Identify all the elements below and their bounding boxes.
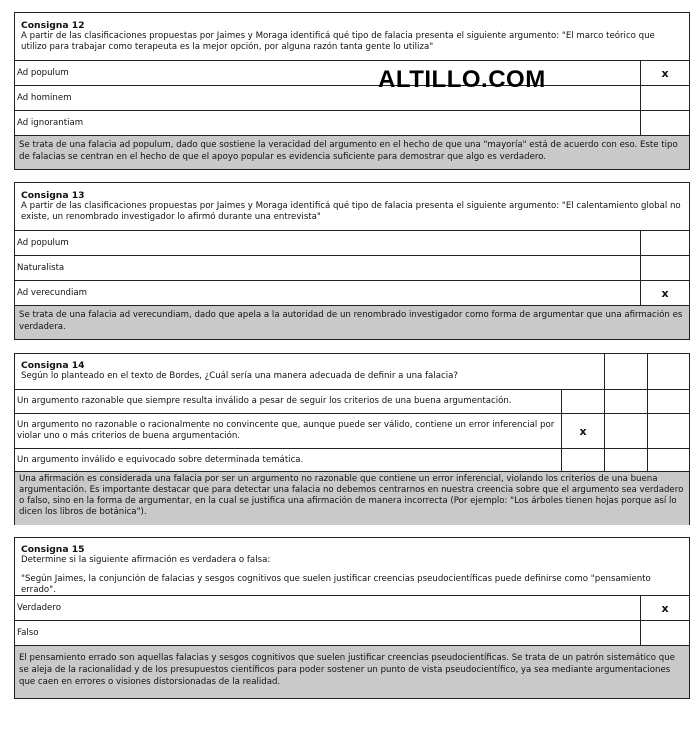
option-row[interactable] — [15, 414, 689, 449]
option-mark[interactable] — [640, 231, 689, 255]
option-mark[interactable]: x — [640, 61, 689, 85]
option-label: Ad ignorantiam — [17, 117, 84, 128]
option-label: Ad hominem — [17, 92, 72, 103]
option-mark[interactable] — [640, 86, 689, 110]
option-mark[interactable] — [562, 449, 604, 471]
option-mark[interactable]: x — [579, 424, 587, 438]
consigna-14-prompt: Según lo planteado en el texto de Bordes, ¿Cuál sería una manera adecuada de definir a una falacia? — [21, 371, 458, 381]
consigna-12-prompt: A partir de las clasificaciones propuestas por Jaimes y Moraga identificá qué tipo de falacia presenta el siguiente argumento: "El marco teórico que utilizo para trabajar como terapeuta es la mejor opción, por alguna razón tanta gente lo utiliza" — [21, 31, 655, 52]
consigna-12-block — [14, 12, 690, 170]
option-label: Naturalista — [17, 262, 65, 273]
consigna-14-answer: Una afirmación es considerada una falacia por ser un argumento no razonable que contiene un error inferencial, violando los criterios de una buena argumentación. Es importante destacar que para detectar una falacia no debemos centrarnos en nuestra creencia sobre que el argumento sea verdadero o falso, sino en la forma de argumentar, en la cual se justifica una afirmación de manera incorrecta (Por ejemplo: "Los árboles tienen hojas porque así lo dicen los libros de botánica"). — [15, 472, 689, 525]
option-label: Ad verecundiam — [17, 287, 88, 298]
option-label: Ad populum — [17, 237, 69, 248]
consigna-15-title: Consigna 15 — [21, 544, 85, 555]
consigna-13-prompt: A partir de las clasificaciones propuestas por Jaimes y Moraga identificá qué tipo de falacia presenta el siguiente argumento: "El calentamiento global no existe, un renombrado investigador lo afirmó durante una entrevista" — [21, 201, 681, 222]
option-mark[interactable]: x — [640, 596, 689, 620]
option-label: Falso — [17, 627, 39, 638]
option-label: Verdadero — [17, 602, 61, 613]
consigna-13-block — [14, 182, 690, 340]
option-row[interactable] — [15, 111, 689, 136]
consigna-15-prompt: Determine si la siguiente afirmación es verdadera o falsa: — [21, 555, 271, 565]
consigna-15-header — [15, 538, 689, 596]
consigna-13-header — [15, 183, 689, 231]
option-row[interactable] — [15, 596, 689, 621]
option-row[interactable] — [15, 256, 689, 281]
consigna-13-title: Consigna 13 — [21, 190, 85, 201]
consigna-12-answer: Se trata de una falacia ad populum, dado que sostiene la veracidad del argumento en el hecho de que una "mayoría" está de acuerdo con eso. Este tipo de falacias se centran en el hecho de que el apoyo popular es evidencia suficiente para demostrar que algo es verdadero. — [15, 136, 689, 169]
option-row[interactable] — [15, 231, 689, 256]
option-label: Un argumento inválido e equivocado sobre determinada temática. — [17, 454, 304, 465]
altillo-watermark: ALTILLO.COM — [378, 66, 546, 93]
option-mark[interactable] — [562, 390, 604, 413]
option-row[interactable] — [15, 621, 689, 646]
consigna-15-quote: "Según Jaimes, la conjunción de falacias y sesgos cognitivos que suelen justificar creencias pseudocientíficas puede definirse como "pensamiento errado". — [21, 574, 651, 595]
option-mark[interactable]: x — [640, 281, 689, 305]
consigna-12-title: Consigna 12 — [21, 20, 85, 31]
consigna-14-header — [15, 354, 689, 390]
option-mark[interactable] — [640, 621, 689, 645]
option-row[interactable] — [15, 449, 689, 472]
option-mark[interactable] — [640, 111, 689, 135]
consigna-12-header — [15, 13, 689, 61]
consigna-13-answer: Se trata de una falacia ad verecundiam, dado que apela a la autoridad de un renombrado investigador como forma de argumentar que una afirmación es verdadera. — [15, 306, 689, 339]
option-label: Un argumento no razonable o racionalmente no convincente que, aunque puede ser válido, contiene un error inferencial por violar uno o más criterios de buena argumentación. — [17, 420, 555, 441]
option-row[interactable] — [15, 86, 689, 111]
option-label: Un argumento razonable que siempre resulta inválido a pesar de seguir los criterios de una buena argumentación. — [17, 396, 512, 406]
option-mark[interactable] — [640, 256, 689, 280]
option-row[interactable] — [15, 61, 689, 86]
consigna-15-answer: El pensamiento errado son aquellas falacias y sesgos cognitivos que suelen justificar creencias pseudocientíficas. Se trata de un patrón sistemático que se aleja de la racionalidad y de los presupuestos científicos para poder sostener un punto de vista pseudocientífico, ya sea mediante argumentaciones que caen en errores o visiones distorsionadas de la realidad. — [15, 646, 689, 698]
consigna-14-title: Consigna 14 — [21, 360, 85, 371]
consigna-15-block — [14, 537, 690, 699]
option-label: Ad populum — [17, 67, 69, 78]
option-row[interactable] — [15, 390, 689, 414]
option-row[interactable] — [15, 281, 689, 306]
consigna-14-block — [14, 353, 690, 525]
